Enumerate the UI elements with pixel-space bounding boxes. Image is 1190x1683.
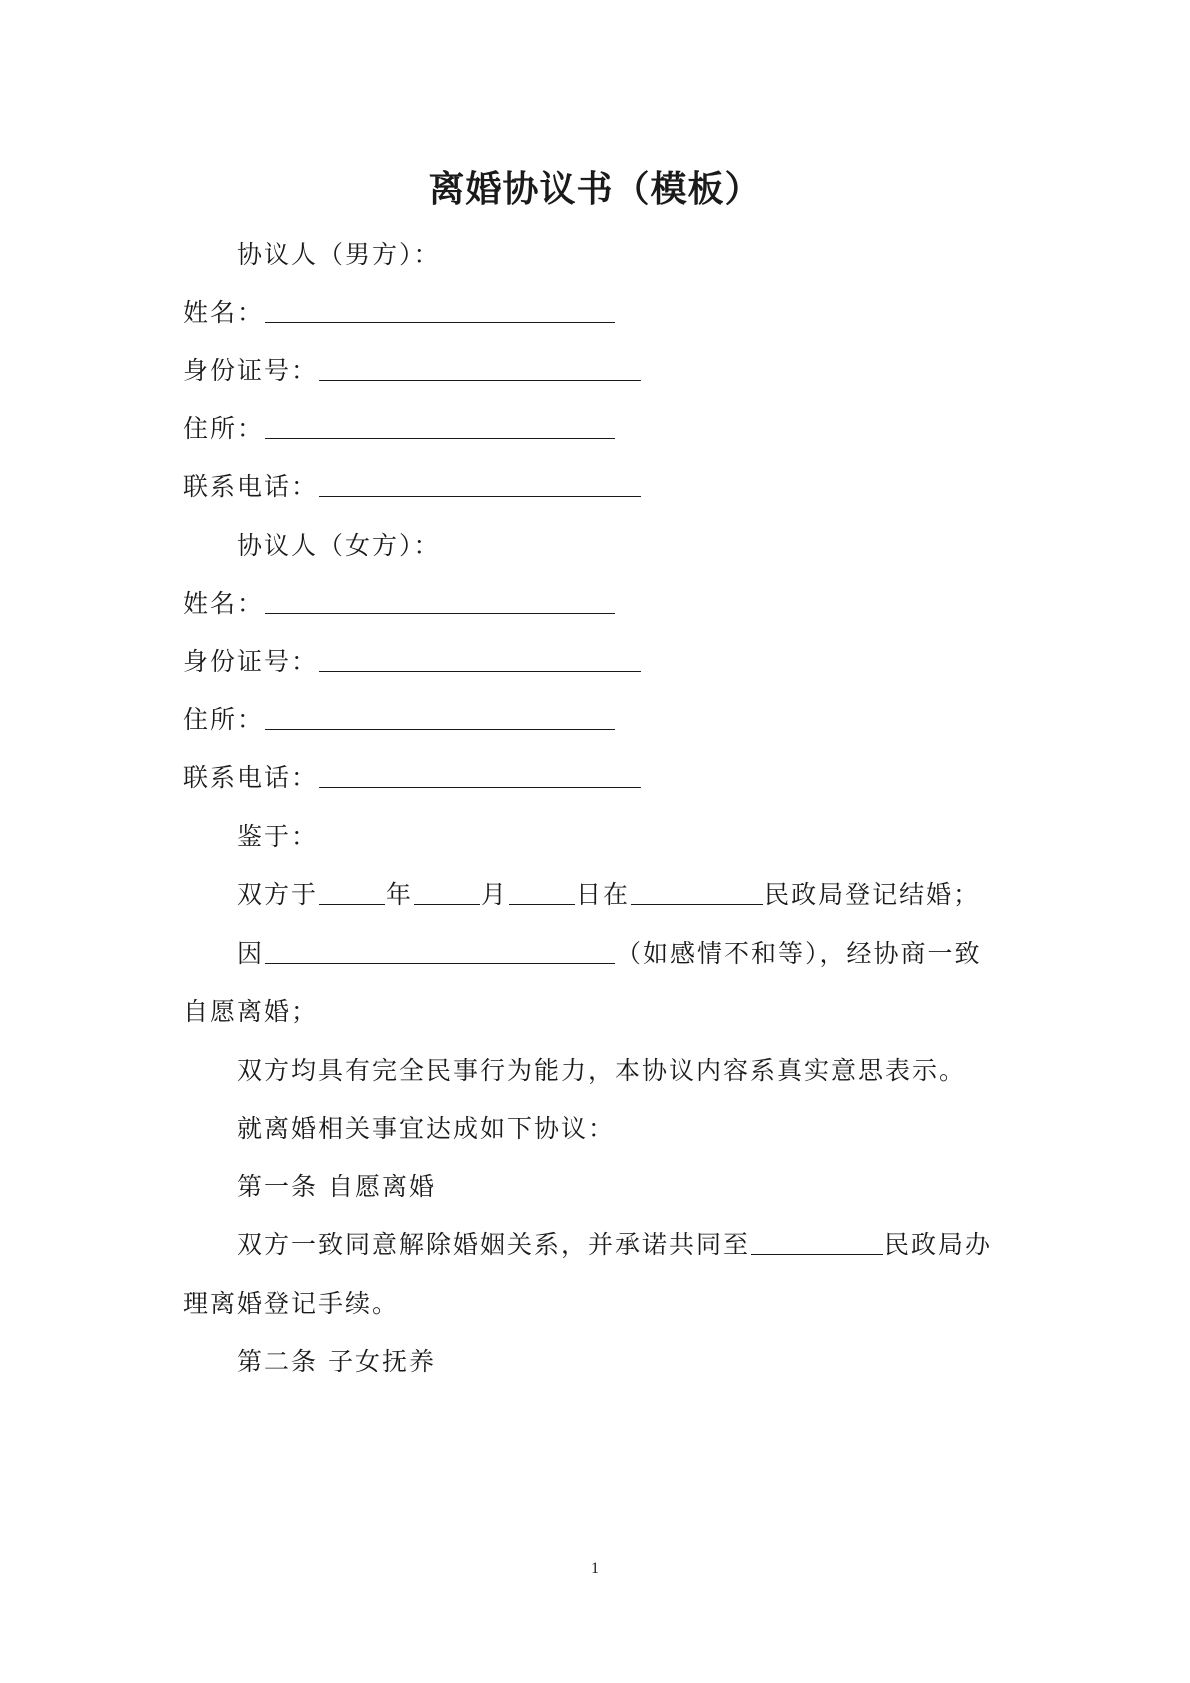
female-party-heading: 协议人（女方）： (237, 531, 441, 560)
month-label: 月 (481, 880, 509, 909)
reason-row (237, 937, 982, 971)
female-name-row (183, 587, 616, 621)
recitals-heading: 鉴于： (237, 822, 319, 851)
year-label: 年 (386, 880, 414, 909)
female-phone-label: 联系电话： (183, 763, 319, 792)
male-phone-field[interactable] (319, 472, 641, 497)
male-address-row (183, 412, 616, 446)
female-id-field[interactable] (319, 647, 641, 672)
reason-prefix: 因 (237, 939, 265, 968)
reason-wrap: 自愿离婚； (183, 997, 319, 1026)
male-address-label: 住所： (183, 414, 265, 443)
article1-prefix: 双方一致同意解除婚姻关系，并承诺共同至 (237, 1230, 751, 1259)
article1-wrap: 理离婚登记手续。 (183, 1289, 400, 1318)
female-address-row (183, 703, 616, 737)
male-id-field[interactable] (319, 356, 641, 381)
female-id-label: 身份证号： (183, 647, 319, 676)
female-phone-row (183, 761, 642, 795)
male-name-field[interactable] (265, 298, 615, 323)
female-address-label: 住所： (183, 705, 265, 734)
female-phone-field[interactable] (319, 763, 641, 788)
article1-body (237, 1228, 992, 1262)
marriage-year-field[interactable] (319, 880, 385, 905)
marriage-day-field[interactable] (509, 880, 575, 905)
male-name-label: 姓名： (183, 298, 265, 327)
male-id-row (183, 354, 642, 388)
female-address-field[interactable] (265, 705, 615, 730)
female-name-label: 姓名： (183, 589, 265, 618)
male-name-row (183, 296, 616, 330)
divorce-bureau-field[interactable] (751, 1230, 883, 1255)
marriage-bureau-field[interactable] (631, 880, 763, 905)
marriage-prefix: 双方于 (237, 880, 319, 909)
reason-suffix: （如感情不和等），经协商一致 (616, 939, 982, 968)
marriage-month-field[interactable] (414, 880, 480, 905)
male-id-label: 身份证号： (183, 356, 319, 385)
article1-suffix: 民政局办 (884, 1230, 993, 1259)
day-label: 日在 (576, 880, 631, 909)
article2-heading: 第二条 子女抚养 (237, 1347, 436, 1376)
female-id-row (183, 645, 642, 679)
male-party-heading: 协议人（男方）： (237, 240, 441, 269)
male-phone-row (183, 470, 642, 504)
marriage-suffix: 民政局登记结婚； (764, 880, 981, 909)
article1-heading: 第一条 自愿离婚 (237, 1172, 436, 1201)
female-name-field[interactable] (265, 589, 615, 614)
divorce-reason-field[interactable] (265, 939, 615, 964)
agreement-intro: 就离婚相关事宜达成如下协议： (237, 1114, 616, 1143)
page-number: 1 (591, 1560, 599, 1577)
male-phone-label: 联系电话： (183, 472, 319, 501)
marriage-date-row (237, 878, 980, 912)
male-address-field[interactable] (265, 414, 615, 439)
document-title: 离婚协议书（模板） (428, 169, 762, 210)
capacity-statement: 双方均具有完全民事行为能力，本协议内容系真实意思表示。 (237, 1056, 967, 1085)
